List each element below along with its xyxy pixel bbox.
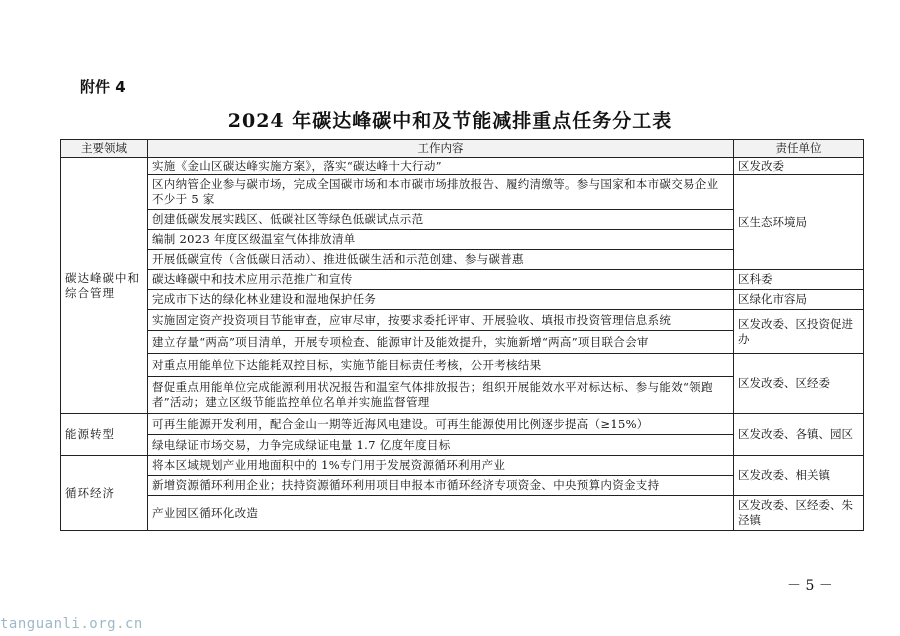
unit-cell: 区发改委 xyxy=(734,158,864,175)
unit-cell: 区发改委、区经委 xyxy=(734,354,864,414)
table-row xyxy=(61,456,864,476)
unit-cell: 区绿化市容局 xyxy=(734,290,864,310)
table-row xyxy=(61,270,864,290)
header-area: 主要领域 xyxy=(61,140,148,158)
task-table xyxy=(60,139,864,531)
unit-cell: 区发改委、区投资促进办 xyxy=(734,310,864,354)
unit-cell: 区科委 xyxy=(734,270,864,290)
task-cell: 碳达峰碳中和技术应用示范推广和宣传 xyxy=(148,270,734,290)
header-unit: 责任单位 xyxy=(734,140,864,158)
table-row xyxy=(61,158,864,175)
task-cell: 实施《金山区碳达峰实施方案》，落实“碳达峰十大行动” xyxy=(148,158,734,175)
table-row xyxy=(61,290,864,310)
unit-cell: 区生态环境局 xyxy=(734,175,864,270)
unit-cell: 区发改委、相关镇 xyxy=(734,456,864,496)
table-row xyxy=(61,310,864,331)
page-title: 2024 年碳达峰碳中和及节能减排重点任务分工表 xyxy=(227,110,673,132)
watermark: tanguanli.org.cn xyxy=(0,616,143,632)
area-cell: 循环经济 xyxy=(61,456,148,531)
task-cell: 督促重点用能单位完成能源利用状况报告和温室气体排放报告；组织开展能效水平对标达标、参与能效“领跑者”活动；建立区级节能监控单位名单并实施监督管理 xyxy=(148,377,734,414)
area-cell: 碳达峰碳中和综合管理 xyxy=(61,158,148,414)
attachment-label: 附件 4 xyxy=(80,78,126,96)
table-row xyxy=(61,175,864,210)
task-cell: 区内纳管企业参与碳市场，完成全国碳市场和本市碳市场排放报告、履约清缴等。参与国家和本市碳交易企业不少于 5 家 xyxy=(148,175,734,210)
table-row xyxy=(61,414,864,435)
table-row xyxy=(61,354,864,377)
task-cell: 产业园区循环化改造 xyxy=(148,496,734,531)
task-cell: 完成市下达的绿化林业建设和湿地保护任务 xyxy=(148,290,734,310)
task-cell: 创建低碳发展实践区、低碳社区等绿色低碳试点示范 xyxy=(148,210,734,230)
task-cell: 将本区域规划产业用地面积中的 1%专门用于发展资源循环利用产业 xyxy=(148,456,734,476)
table-header-row xyxy=(61,140,864,158)
area-cell: 能源转型 xyxy=(61,414,148,456)
unit-cell: 区发改委、各镇、园区 xyxy=(734,414,864,456)
task-cell: 可再生能源开发利用，配合金山一期等近海风电建设。可再生能源使用比例逐步提高（≥15%） xyxy=(148,414,734,435)
task-cell: 绿电绿证市场交易，力争完成绿证电量 1.7 亿度年度目标 xyxy=(148,435,734,456)
task-cell: 建立存量“两高”项目清单，开展专项检查、能源审计及能效提升，实施新增“两高”项目联合会审 xyxy=(148,331,734,354)
unit-cell: 区发改委、区经委、朱泾镇 xyxy=(734,496,864,531)
task-cell: 编制 2023 年度区级温室气体排放清单 xyxy=(148,230,734,250)
task-cell: 实施固定资产投资项目节能审查，应审尽审，按要求委托评审、开展验收、填报市投资管理信息系统 xyxy=(148,310,734,331)
task-cell: 对重点用能单位下达能耗双控目标，实施节能目标责任考核，公开考核结果 xyxy=(148,354,734,377)
table-row xyxy=(61,496,864,531)
task-cell: 开展低碳宣传（含低碳日活动）、推进低碳生活和示范创建、参与碳普惠 xyxy=(148,250,734,270)
task-cell: 新增资源循环利用企业；扶持资源循环利用项目申报本市循环经济专项资金、中央预算内资金支持 xyxy=(148,476,734,496)
header-task: 工作内容 xyxy=(148,140,734,158)
page-number: － 5 － xyxy=(787,578,833,594)
